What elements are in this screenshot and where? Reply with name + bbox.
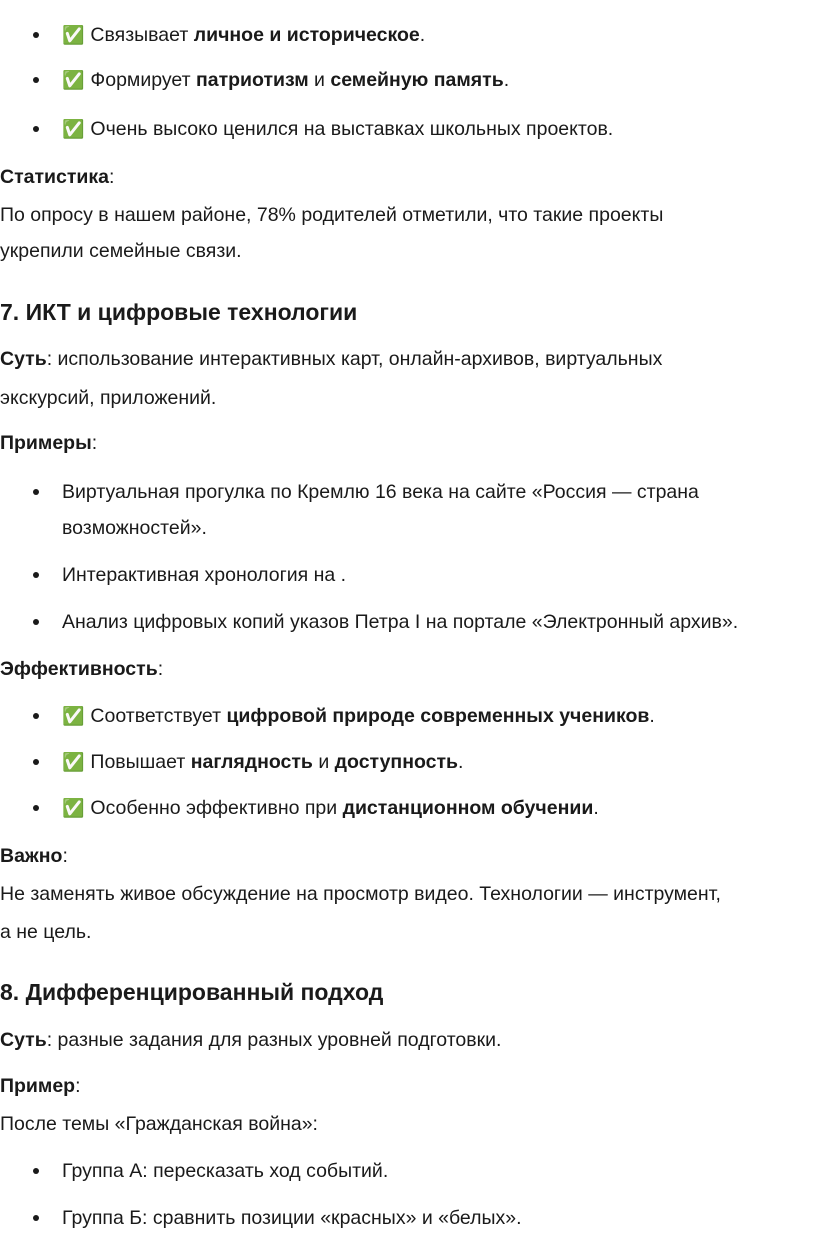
section-7-important-line1: Не заменять живое обсуждение на просмотр видео. Технологии — инструмент, xyxy=(0,883,721,905)
list-item: ✅ Очень высоко ценился на выставках школьных проектов. xyxy=(62,113,812,146)
list-item: ✅ Повышает наглядность и доступность. xyxy=(62,746,812,779)
list-item: Интерактивная хронология на . xyxy=(62,559,812,592)
section-7-important-line2: а не цель. xyxy=(0,921,92,943)
check-icon: ✅ xyxy=(62,798,85,819)
section-7-important-label-line: Важно: xyxy=(0,845,68,867)
check-icon: ✅ xyxy=(62,752,85,773)
section-7-effect-label-line: Эффективность: xyxy=(0,658,164,680)
list-item: Виртуальная прогулка по Кремлю 16 века на сайте «Россия — страна возможностей». xyxy=(62,476,812,545)
list-item: Группа Б: сравнить позиции «красных» и «белых». xyxy=(62,1202,812,1235)
list-item: ✅ Формирует патриотизм и семейную память. xyxy=(62,64,812,97)
section-7-examples-label-line: Примеры: xyxy=(0,432,98,454)
check-icon: ✅ xyxy=(62,70,85,91)
section-8-example-intro: После темы «Гражданская война»: xyxy=(0,1113,318,1135)
list-item: Анализ цифровых копий указов Петра I на портале «Электронный архив». xyxy=(62,606,812,639)
list-item: ✅ Связывает личное и историческое. xyxy=(62,19,812,52)
stats-text-line1: По опросу в нашем районе, 78% родителей отметили, что такие проекты xyxy=(0,204,664,226)
stats-label-line: Статистика: xyxy=(0,166,115,188)
list-item: ✅ Соответствует цифровой природе современных учеников. xyxy=(62,700,812,733)
stats-text-line2: укрепили семейные связи. xyxy=(0,240,242,262)
stats-label: Статистика xyxy=(0,166,110,188)
section-7-essence-line2: экскурсий, приложений. xyxy=(0,387,217,409)
section-8-essence-line: Суть: разные задания для разных уровней подготовки. xyxy=(0,1029,502,1051)
section-8-example-label-line: Пример: xyxy=(0,1075,81,1097)
check-icon: ✅ xyxy=(62,706,85,727)
list-item: ✅ Особенно эффективно при дистанционном обучении. xyxy=(62,792,812,825)
section-7-title: 7. ИКТ и цифровые технологии xyxy=(0,299,358,325)
section-7-essence-line1: Суть: использование интерактивных карт, онлайн-архивов, виртуальных xyxy=(0,348,663,370)
section-8-title: 8. Дифференцированный подход xyxy=(0,979,384,1005)
check-icon: ✅ xyxy=(62,25,85,46)
list-item: Группа А: пересказать ход событий. xyxy=(62,1155,812,1188)
check-icon: ✅ xyxy=(62,119,85,140)
